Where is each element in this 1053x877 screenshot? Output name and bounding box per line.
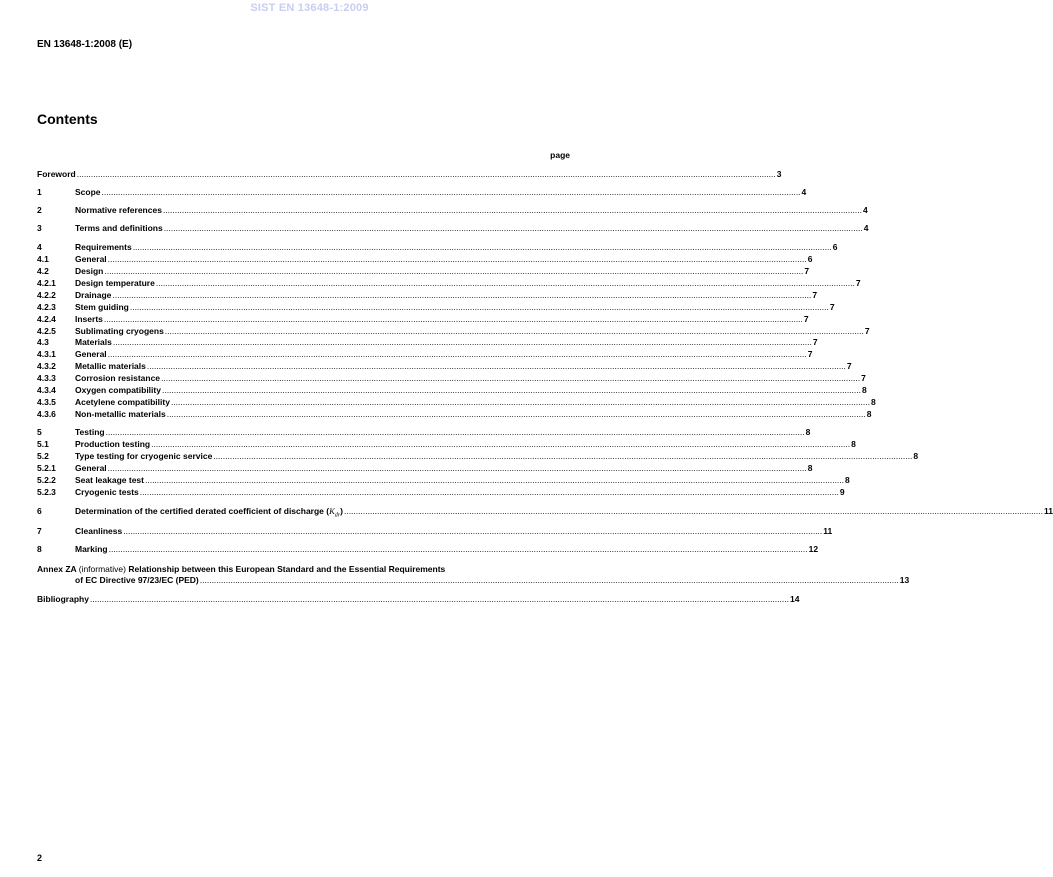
- toc-entry-page: 8: [851, 439, 856, 449]
- toc-entry-title: Non-metallic materials: [75, 409, 166, 419]
- leader-dots: [171, 397, 870, 408]
- leader-dots: [102, 187, 801, 198]
- toc-entry-page: 7: [804, 266, 810, 276]
- leader-dots: [164, 223, 863, 234]
- leader-dots: [140, 487, 839, 498]
- toc-entry-page: 7: [812, 337, 818, 347]
- leader-dots: [344, 506, 1043, 517]
- toc-entry-page: 8: [805, 427, 811, 437]
- toc-entry-title-end: ): [340, 506, 343, 516]
- toc-entry-number: 5.2.1: [37, 463, 56, 473]
- toc-entry-number: 4.3.3: [37, 373, 56, 383]
- toc-entry-title: Seat leakage test: [75, 475, 144, 485]
- leader-dots: [104, 266, 803, 277]
- coefficient-symbol: K: [329, 506, 335, 516]
- toc-entry-number: 8: [37, 544, 42, 554]
- toc-entry-title: Type testing for cryogenic service: [75, 451, 213, 461]
- leader-dots: [106, 427, 805, 438]
- annex-title-continued: of EC Directive 97/23/EC (PED): [75, 575, 199, 585]
- toc-entry-page: 13: [899, 575, 910, 585]
- toc-entry-number: 5: [37, 427, 42, 437]
- toc-entry-page: 7: [864, 326, 870, 336]
- annex-title-block: [37, 564, 909, 586]
- leader-dots: [163, 205, 862, 216]
- annex-title-line1: [37, 564, 909, 575]
- toc-entry-page: 3: [776, 169, 782, 179]
- leader-dots: [145, 475, 844, 486]
- toc-entry-number: 4.2.5: [37, 326, 56, 336]
- toc-entry-8[interactable]: [37, 544, 819, 555]
- leader-dots: [165, 326, 864, 337]
- page-number: 2: [37, 853, 43, 863]
- toc-entry-title: Terms and definitions: [75, 223, 163, 233]
- toc-entry-number: 5.2: [37, 451, 49, 461]
- toc-entry-number: 4.2.2: [37, 290, 56, 300]
- toc-entry-7[interactable]: [37, 526, 833, 537]
- leader-dots: [167, 409, 866, 420]
- leader-dots: [133, 242, 832, 253]
- toc-entry-page: 8: [807, 463, 813, 473]
- toc-entry-number: 7: [37, 526, 42, 536]
- toc-entry-title: Normative references: [75, 205, 162, 215]
- leader-dots: [151, 439, 850, 450]
- toc-entry-page: 8: [845, 475, 850, 485]
- toc-entry-page: 8: [866, 409, 872, 419]
- toc-entry-title: Bibliography: [37, 594, 89, 604]
- toc-entry-4-3-1[interactable]: [37, 349, 813, 360]
- toc-entry-number: 4.2.1: [37, 278, 56, 288]
- leader-dots: [109, 544, 808, 555]
- toc-entry-1[interactable]: [37, 187, 807, 198]
- annex-label: Annex ZA: [37, 564, 77, 574]
- toc-entry-4-2-2[interactable]: [37, 290, 818, 301]
- toc-entry-title: Testing: [75, 427, 105, 437]
- toc-entry-4[interactable]: [37, 242, 838, 253]
- toc-entry-title-text: Determination of the certified derated coefficient of discharge (: [75, 506, 330, 516]
- leader-dots: [147, 361, 846, 372]
- toc-entry-title: Marking: [75, 544, 108, 554]
- toc-entry-number: 4: [37, 242, 42, 252]
- toc-entry-title: Corrosion resistance: [75, 373, 161, 383]
- toc-entry-2[interactable]: [37, 205, 868, 216]
- toc-entry-page: 7: [807, 349, 813, 359]
- toc-entry-4-2[interactable]: [37, 266, 810, 277]
- toc-entry-page: 7: [812, 290, 818, 300]
- toc-entry-number: 4.3.1: [37, 349, 56, 359]
- toc-entry-page: 11: [1044, 506, 1053, 516]
- toc-entry-title: Design temperature: [75, 278, 155, 288]
- document-id: EN 13648-1:2008 (E): [37, 39, 133, 50]
- toc-entry-4-2-4[interactable]: [37, 314, 809, 325]
- toc-entry-4-3-2[interactable]: [37, 361, 852, 372]
- toc-entry-page: 4: [862, 205, 868, 215]
- toc-entry-4-2-3[interactable]: [37, 302, 835, 313]
- toc-entry-6[interactable]: [37, 506, 1053, 519]
- toc-entry-title: [75, 506, 343, 522]
- leader-dots: [123, 526, 822, 537]
- toc-entry-page: 14: [789, 594, 800, 604]
- toc-entry-5-2-1[interactable]: [37, 463, 813, 474]
- toc-entry-number: 4.3: [37, 337, 49, 347]
- toc-entry-title: Design: [75, 266, 104, 276]
- toc-entry-title: Oxygen compatibility: [75, 385, 161, 395]
- leader-dots: [108, 463, 807, 474]
- toc-entry-number: 4.2.3: [37, 302, 56, 312]
- toc-entry-title: Sublimating cryogens: [75, 326, 164, 336]
- toc-entry-title: Drainage: [75, 290, 112, 300]
- toc-entry-4-3-6[interactable]: [37, 409, 872, 420]
- toc-entry-title: General: [75, 349, 107, 359]
- leader-dots: [113, 337, 812, 348]
- toc-entry-title: Foreword: [37, 169, 76, 179]
- toc-entry-number: 4.2: [37, 266, 49, 276]
- toc-entry-number: 1: [37, 187, 42, 197]
- leader-dots: [77, 169, 776, 180]
- leader-dots: [108, 349, 807, 360]
- toc-entry-annex-za[interactable]: [37, 562, 910, 586]
- toc-entry-number: 3: [37, 223, 42, 233]
- leader-dots: [108, 254, 807, 265]
- toc-entry-title: Production testing: [75, 439, 151, 449]
- toc-entry-4-2-5[interactable]: [37, 326, 870, 337]
- toc-entry-4-3-3[interactable]: [37, 373, 866, 384]
- toc-entry-title: Acetylene compatibility: [75, 397, 170, 407]
- toc-entry-4-3-5[interactable]: [37, 397, 876, 408]
- toc-entry-page: 7: [803, 314, 809, 324]
- toc-entry-page: 7: [846, 361, 852, 371]
- toc-entry-title: General: [75, 254, 107, 264]
- toc-entry-number: 4.3.5: [37, 397, 56, 407]
- toc-entry-5-2-2[interactable]: [37, 475, 850, 486]
- toc-entry-4-3[interactable]: [37, 337, 818, 348]
- toc-entry-3[interactable]: [37, 223, 869, 234]
- toc-entry-page: 8: [913, 451, 919, 461]
- toc-entry-page: 4: [863, 223, 869, 233]
- toc-entry-title: Requirements: [75, 242, 132, 252]
- toc-entry-page: 6: [807, 254, 813, 264]
- page-title: Contents: [37, 111, 98, 127]
- toc-entry-number: 5.2.3: [37, 487, 56, 497]
- toc-entry-title: Metallic materials: [75, 361, 146, 371]
- toc-entry-4-3-4[interactable]: [37, 385, 867, 396]
- toc-entry-page: 9: [839, 487, 845, 497]
- toc-entry-5[interactable]: [37, 427, 811, 438]
- leader-dots: [162, 385, 861, 396]
- toc-entry-page: 7: [855, 278, 861, 288]
- leader-dots: [130, 302, 829, 313]
- toc-entry-page: 8: [870, 397, 876, 407]
- toc-entry-title: Cryogenic tests: [75, 487, 139, 497]
- toc-entry-number: 5.1: [37, 439, 49, 449]
- annex-qualifier: (informative): [78, 564, 126, 574]
- toc-entry-number: 6: [37, 506, 42, 516]
- annex-title: Relationship between this European Standard and the Essential Requirements: [128, 564, 446, 574]
- toc-entry-page: 6: [832, 242, 838, 252]
- toc-entry-page: 12: [808, 544, 819, 554]
- toc-entry-number: 2: [37, 205, 42, 215]
- toc-entry-title: General: [75, 463, 107, 473]
- leader-dots: [112, 290, 811, 301]
- toc-entry-5-2[interactable]: [37, 451, 919, 462]
- toc-entry-page: 7: [829, 302, 835, 312]
- leader-dots: [156, 278, 855, 289]
- leader-dots: [200, 575, 899, 586]
- toc-entry-number: 4.2.4: [37, 314, 56, 324]
- coefficient-subscript: dr: [334, 512, 341, 519]
- leader-dots: [213, 451, 912, 462]
- watermark: SIST EN 13648-1:2009: [250, 2, 369, 14]
- toc-entry-4-1[interactable]: [37, 254, 813, 265]
- toc-entry-title: Scope: [75, 187, 101, 197]
- toc-entry-title: Inserts: [75, 314, 103, 324]
- toc-entry-4-2-1[interactable]: [37, 278, 861, 289]
- toc-entry-5-1[interactable]: [37, 439, 856, 450]
- toc-entry-page: 11: [823, 526, 833, 536]
- toc-entry-title: Cleanliness: [75, 526, 123, 536]
- toc-entry-title: Materials: [75, 337, 112, 347]
- toc-entry-page: 7: [861, 373, 866, 383]
- toc-entry-number: 4.3.4: [37, 385, 56, 395]
- toc-entry-page: 8: [862, 385, 867, 395]
- toc-entry-bibliography[interactable]: [37, 594, 800, 605]
- toc-entry-number: 4.3.6: [37, 409, 56, 419]
- toc-entry-5-2-3[interactable]: [37, 487, 845, 498]
- toc-entry-number: 4.1: [37, 254, 49, 264]
- leader-dots: [104, 314, 803, 325]
- toc-entry-page: 4: [801, 187, 807, 197]
- leader-dots: [90, 594, 789, 605]
- toc-entry-title: Stem guiding: [75, 302, 129, 312]
- leader-dots: [161, 373, 860, 384]
- toc-entry-number: 4.3.2: [37, 361, 56, 371]
- toc-entry-foreword[interactable]: [37, 169, 782, 180]
- annex-title-line2: [37, 575, 909, 586]
- toc-entry-number: 5.2.2: [37, 475, 56, 485]
- page-column-label: page: [550, 150, 570, 160]
